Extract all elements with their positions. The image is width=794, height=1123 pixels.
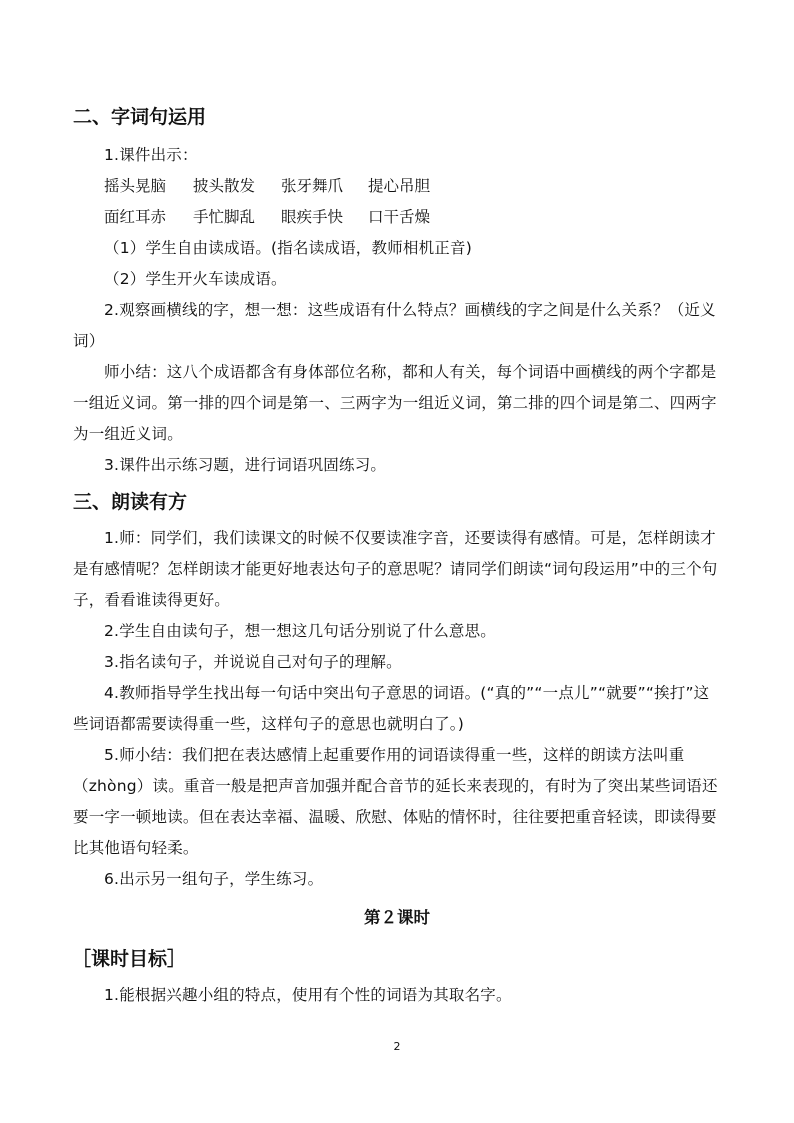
- page-number: 2: [393, 1040, 401, 1053]
- paragraph-train-reading: （2）学生开火车读成语。: [104, 270, 287, 288]
- idiom: 口干舌燥: [368, 208, 431, 226]
- idiom: 披头散发: [193, 177, 256, 195]
- paragraph-reading-intro: 1.师：同学们，我们读课文的时候不仅要读准字音，还要读得有感情。可是，怎样朗读才是有感情呢？怎样朗读才能更好地表达句子的意思呢？请同学们朗读“词句段运用”中的三个句子，看看谁读得更好。: [73, 529, 718, 609]
- idiom: 张牙舞爪: [281, 177, 344, 195]
- paragraph-free-reading: （1）学生自由读成语。(指名读成语，教师相机正音): [104, 239, 472, 257]
- lesson-goal-heading: ［课时目标］: [72, 948, 187, 970]
- lesson-title: 第２课时: [364, 908, 430, 927]
- idiom: 提心吊胆: [368, 177, 431, 195]
- section-heading-reading: 三、朗读有方: [73, 491, 188, 513]
- paragraph-stress-summary: 5.师小结：我们把在表达感情上起重要作用的词语读得重一些，这样的朗读方法叫重（zhòng）读。重音一般是把声音加强并配合音节的延长来表现的，有时为了突出某些词语还要一字一顿地读。但在表达幸福、温暖、欣慰、体贴的情怀时，往往要把重音轻读，即读得要比其他语句轻柔。: [73, 746, 718, 857]
- paragraph-free-read-sentences: 2.学生自由读句子，想一想这几句话分别说了什么意思。: [104, 622, 496, 640]
- paragraph-goal-1: 1.能根据兴趣小组的特点，使用有个性的词语为其取名字。: [104, 986, 512, 1004]
- paragraph-practice: 6.出示另一组句子，学生练习。: [104, 870, 324, 888]
- paragraph-teacher-summary: 师小结：这八个成语都含有身体部位名称，都和人有关，每个词语中画横线的两个字都是一组近义词。第一排的四个词是第一、三两字为一组近义词，第二排的四个词是第二、四两字为一组近义词。: [73, 363, 717, 443]
- paragraph-observe: 2.观察画横线的字，想一想：这些成语有什么特点？画横线的字之间是什么关系？（近义词）: [73, 301, 716, 350]
- paragraph-courseware: 1.课件出示：: [104, 146, 198, 164]
- idiom: 摇头晃脑: [104, 177, 167, 195]
- paragraph-named-reading: 3.指名读句子，并说说自己对句子的理解。: [104, 653, 402, 671]
- idiom: 眼疾手快: [281, 208, 344, 226]
- section-heading-word-usage: 二、字词句运用: [73, 106, 207, 128]
- paragraph-key-words: 4.教师指导学生找出每一句话中突出句子意思的词语。(“真的”“一点儿”“就要”“挨打”这些词语都需要读得重一些，这样句子的意思也就明白了。): [73, 684, 710, 733]
- idiom: 面红耳赤: [104, 208, 167, 226]
- idiom: 手忙脚乱: [193, 208, 256, 226]
- paragraph-exercise: 3.课件出示练习题，进行词语巩固练习。: [104, 456, 387, 474]
